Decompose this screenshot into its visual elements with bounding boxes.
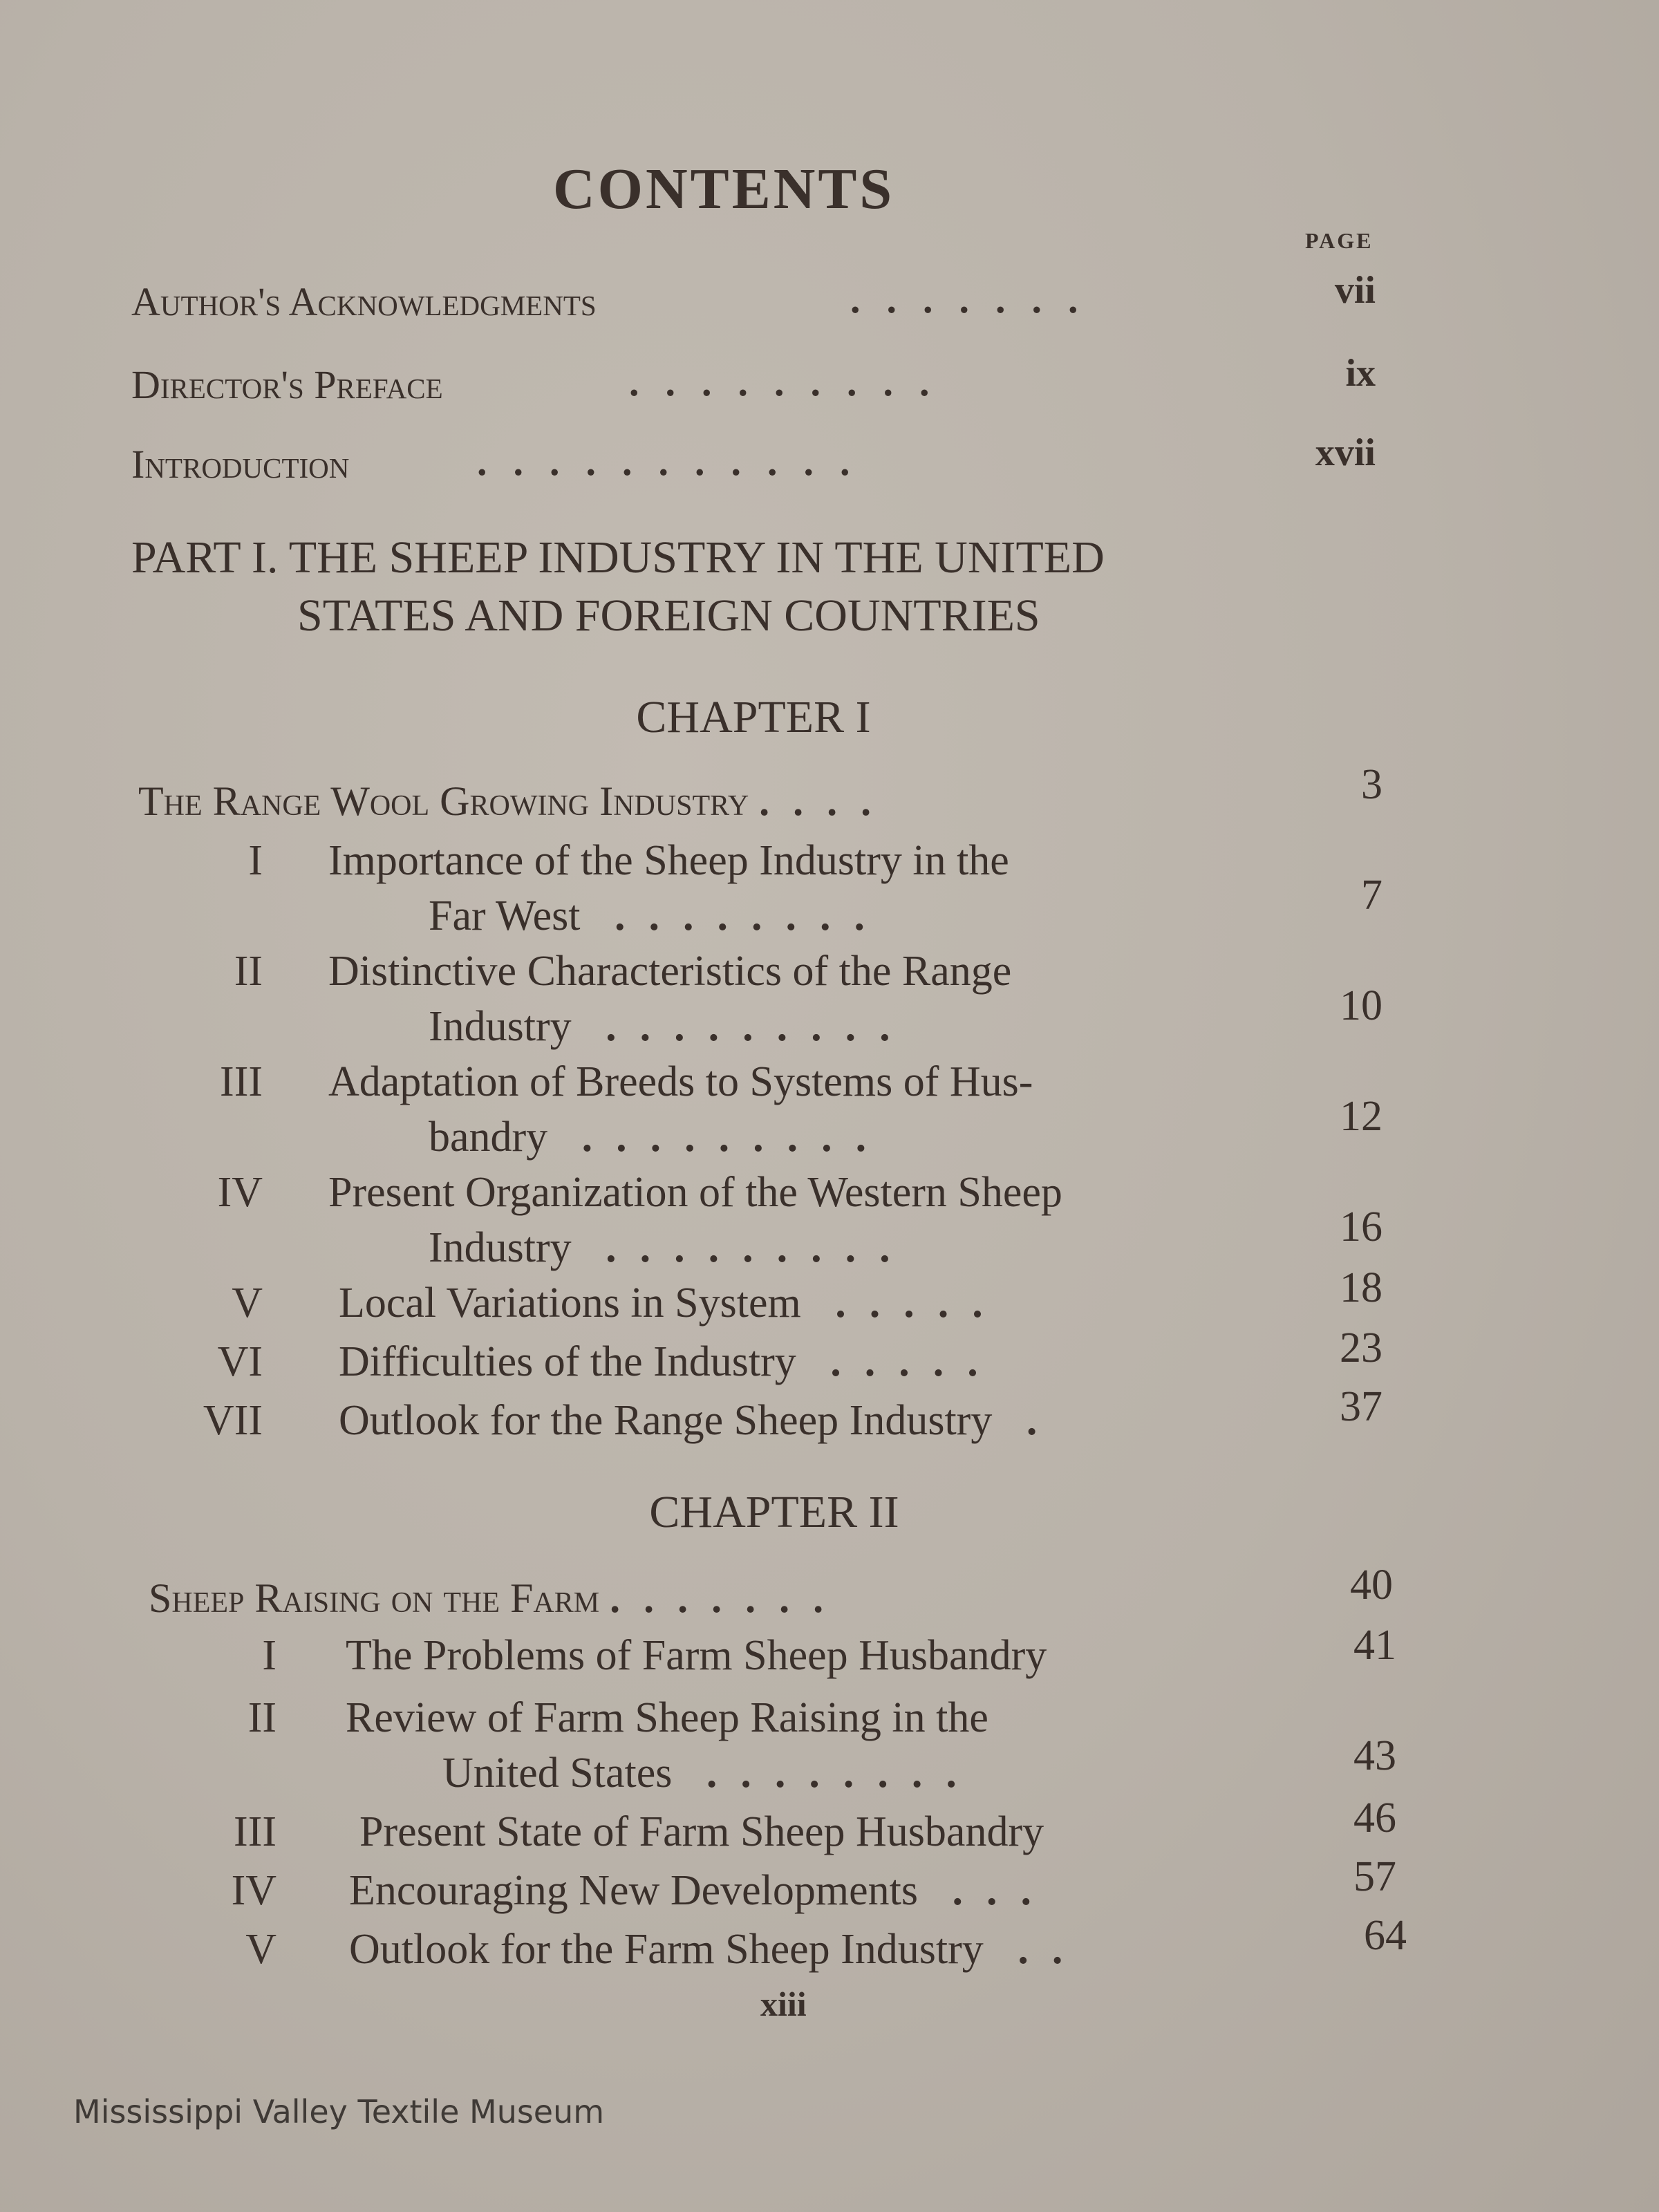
section-number: VI bbox=[217, 1338, 263, 1385]
section-title-line1: Adaptation of Breeds to Systems of Hus- bbox=[328, 1058, 1033, 1105]
section-title-line1: Encouraging New Developments ... bbox=[349, 1867, 1055, 1914]
toc-entry-label: Introduction bbox=[131, 442, 350, 487]
section-page: 37 bbox=[1340, 1383, 1382, 1430]
section-page: 43 bbox=[1353, 1732, 1396, 1779]
leader-dots: ......... bbox=[629, 359, 956, 404]
section-title-line2: Industry ......... bbox=[429, 1224, 914, 1271]
section-number: IV bbox=[231, 1867, 276, 1914]
section-page: 41 bbox=[1353, 1622, 1396, 1669]
toc-entry-page: xvii bbox=[1315, 431, 1376, 474]
section-title-line1: Review of Farm Sheep Raising in the bbox=[346, 1694, 988, 1741]
toc-entry-page: vii bbox=[1334, 269, 1376, 312]
chapter-heading: CHAPTER II bbox=[649, 1487, 899, 1537]
page-folio: xiii bbox=[760, 1985, 807, 2023]
section-title-line2: United States ........ bbox=[442, 1750, 980, 1797]
section-title-line2: Industry ......... bbox=[429, 1003, 914, 1050]
part-heading-line2: STATES AND FOREIGN COUNTRIES bbox=[297, 590, 1040, 641]
section-number: I bbox=[248, 837, 263, 884]
page-title: CONTENTS bbox=[553, 157, 895, 221]
chapter-title: Sheep Raising on the Farm ....... bbox=[149, 1575, 847, 1621]
section-page: 18 bbox=[1340, 1264, 1382, 1311]
section-page: 10 bbox=[1340, 982, 1382, 1029]
section-title-line1: Outlook for the Farm Sheep Industry .. bbox=[349, 1926, 1087, 1973]
section-title-line1: Difficulties of the Industry ..... bbox=[339, 1338, 1002, 1385]
leader-dots: .... bbox=[759, 778, 895, 824]
chapter-title-page: 3 bbox=[1361, 761, 1382, 808]
chapter-heading: CHAPTER I bbox=[636, 692, 871, 742]
section-number: V bbox=[245, 1926, 276, 1973]
section-number: VII bbox=[203, 1397, 263, 1444]
part-heading bbox=[131, 529, 1376, 645]
section-number: I bbox=[262, 1632, 276, 1679]
section-page: 16 bbox=[1340, 1203, 1382, 1250]
toc-entry-acknowledgments bbox=[131, 270, 1376, 325]
section-number: V bbox=[232, 1280, 263, 1327]
section-page: 57 bbox=[1353, 1853, 1396, 1900]
section-number: II bbox=[234, 948, 263, 995]
section-title-line1: Local Variations in System ..... bbox=[339, 1280, 1006, 1327]
section-number: III bbox=[220, 1058, 263, 1105]
section-number: III bbox=[234, 1808, 276, 1855]
part-heading-line1: PART I. THE SHEEP INDUSTRY IN THE UNITED bbox=[131, 532, 1105, 583]
toc-entry-preface bbox=[131, 353, 1376, 408]
toc-entry-label: Author's Acknowledgments bbox=[131, 279, 597, 324]
section-page: 12 bbox=[1340, 1093, 1382, 1140]
page-column-label: PAGE bbox=[1305, 228, 1374, 253]
chapter-title-page: 40 bbox=[1350, 1562, 1393, 1609]
section-title-line1: Present Organization of the Western Sheep bbox=[328, 1169, 1062, 1216]
leader-dots: ....... bbox=[610, 1575, 847, 1621]
toc-entry-page: ix bbox=[1345, 352, 1376, 395]
section-page: 7 bbox=[1361, 872, 1382, 919]
leader-dots: ....... bbox=[850, 276, 1105, 321]
section-title-line2: bandry ......... bbox=[429, 1114, 890, 1161]
section-page: 64 bbox=[1364, 1912, 1407, 1959]
watermark-text: Mississippi Valley Textile Museum bbox=[73, 2093, 605, 2130]
section-title-line1: Outlook for the Range Sheep Industry . bbox=[339, 1397, 1061, 1444]
section-title-line1: Importance of the Sheep Industry in the bbox=[328, 837, 1009, 884]
toc-entry-label: Director's Preface bbox=[131, 362, 443, 407]
section-title-line1: The Problems of Farm Sheep Husbandry bbox=[346, 1632, 1047, 1679]
section-title-line1: Present State of Farm Sheep Husbandry bbox=[359, 1808, 1044, 1855]
section-number: II bbox=[247, 1694, 276, 1741]
section-title-line2: Far West ........ bbox=[429, 892, 888, 939]
section-number: IV bbox=[217, 1169, 263, 1216]
leader-dots: ........... bbox=[477, 439, 877, 484]
section-page: 23 bbox=[1340, 1324, 1382, 1371]
toc-entry-introduction bbox=[131, 432, 1376, 487]
section-title-line1: Distinctive Characteristics of the Range bbox=[328, 948, 1012, 995]
chapter-title: The Range Wool Growing Industry .... bbox=[138, 778, 895, 824]
section-page: 46 bbox=[1353, 1794, 1396, 1841]
